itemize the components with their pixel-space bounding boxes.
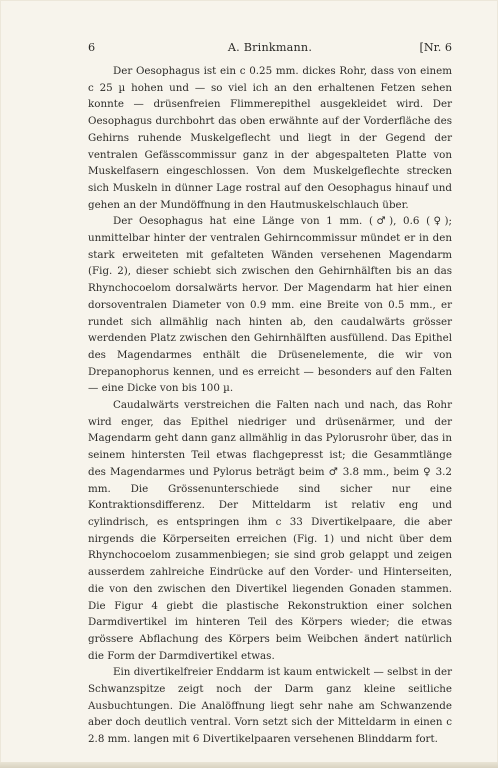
paragraph: Der Oesophagus hat eine Länge von 1 mm. (♂), 0.6 (♀); unmittelbar hinter der ventralen Gehirncommissur mündet er in den stark erweiteten mit gefalteten Wänden versehenen Magendarm (Fig. 2), dieser schiebt sich zwischen den Gehirnhälften bis an das Rhynchocoelom dorsalwärts hervor. Der Magendarm hat hier einen dorsoventralen Diameter von 0.9 mm. eine Breite von 0.5 mm., er rundet sich allmählig nach hinten ab, den caudalwärts grösser werdenden Platz zwischen den Gehirnhälften ausfüllend. Das Epithel des Magendarmes enthält die Drüsenelemente, die wir von Drepanophorus kennen, und es erreicht — besonders auf den Falten — eine Dicke von bis 100 µ. <box>88 215 452 395</box>
running-header <box>88 41 452 57</box>
running-head-author: A. Brinkmann. <box>227 41 313 54</box>
body-text <box>88 63 452 748</box>
paragraph: Ein divertikelfreier Enddarm ist kaum entwickelt — selbst in der Schwanzspitze zeigt noch der Darm ganz kleine seitliche Ausbuchtungen. Die Analöffnung liegt sehr nahe am Schwanzende aber doch deutlich ventral. Vorn setzt sich der Mitteldarm in einen c 2.8 mm. langen mit 6 Divertikelpaaren versehenen Blinddarm fort. <box>88 666 452 746</box>
paragraph: Der Oesophagus ist ein c 0.25 mm. dickes Rohr, dass von einem c 25 µ hohen und — so viel ich an den erhaltenen Fetzen sehen konnte — drüsenfreien Flimmerepithel ausgekleidet wird. Der Oesophagus durchbohrt das oben erwähnte auf der Vorderfläche des Gehirns ruhende Muskelgeflecht und liegt in der Gegend der ventralen Gefässcommissur ganz in der abgespalteten Platte von Muskelfasern eingeschlossen. Von dem Muskelgeflechte strecken sich Muskeln in dünner Lage rostral auf den Oesophagus hinauf und gehen an der Mundöffnung in den Hautmuskelschlauch über. <box>88 65 452 211</box>
series-number: [Nr. 6 <box>419 41 452 54</box>
page-number: 6 <box>88 41 96 54</box>
paragraph: Caudalwärts verstreichen die Falten nach und nach, das Rohr wird enger, das Epithel niedriger und drüsenärmer, und der Magendarm geht dann ganz allmählig in das Pylorusrohr über, das in seinem hintersten Teil etwas flachgepresst ist; die Gesammtlänge des Magendarmes und Pylorus beträgt beim ♂ 3.8 mm., beim ♀ 3.2 mm. Die Grössenunterschiede sind sicher nur eine Kontraktionsdifferenz. Der Mitteldarm ist relativ eng und cylindrisch, es entspringen ihm c 33 Divertikelpaare, die aber nirgends die Körperseiten erreichen (Fig. 1) und nicht über dem Rhynchocoelom zusammenbiegen; sie sind grob gelappt und zeigen ausserdem zahlreiche Eindrücke auf den Vorder- und Hinterseiten, die von den zwischen den Divertikel liegenden Gonaden stammen. Die Figur 4 giebt die plastische Rekonstruktion einer solchen Darmdivertikel im hinteren Teil des Körpers wieder; die etwas grössere Abflachung des Körpers beim Weibchen ändert natürlich die Form der Darmdivertikel etwas. <box>88 399 452 662</box>
scan-bottom-edge <box>0 762 498 768</box>
